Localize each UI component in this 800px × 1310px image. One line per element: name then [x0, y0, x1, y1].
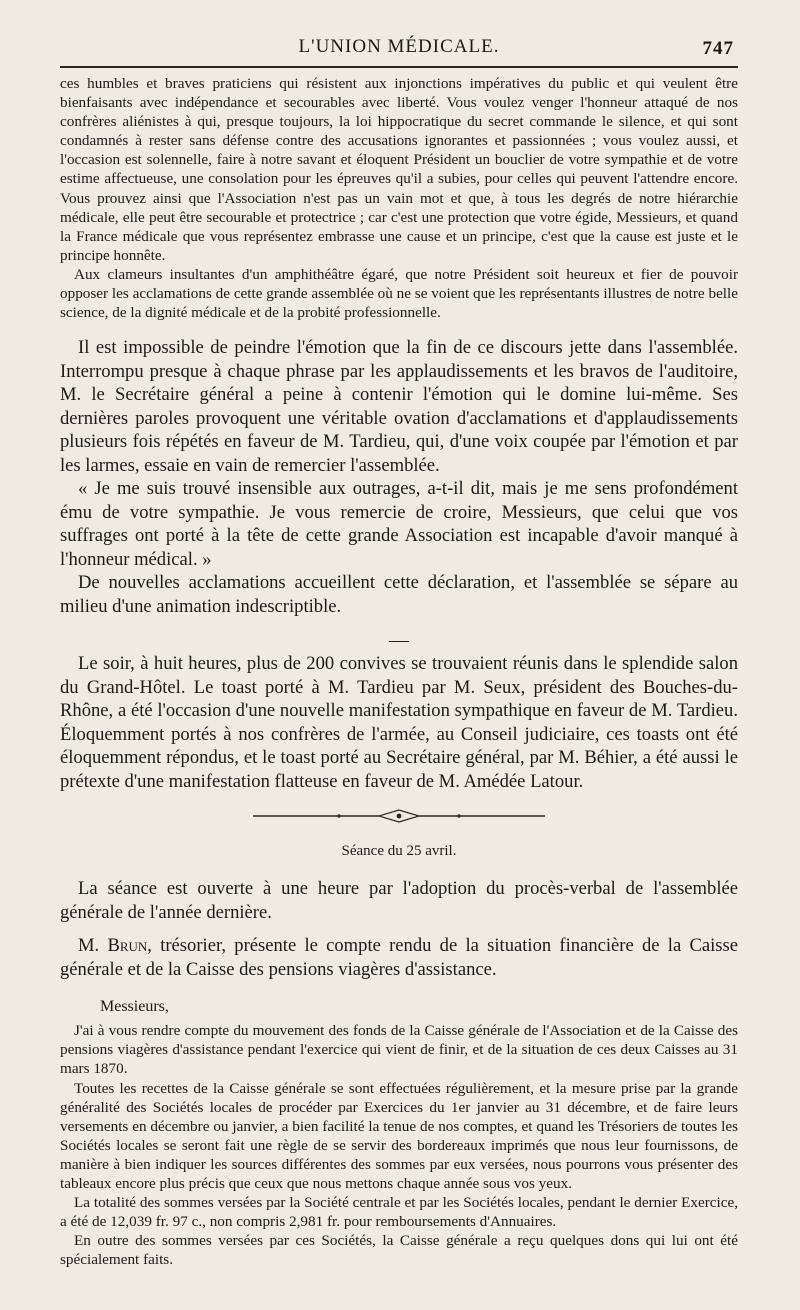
header-rule: [60, 66, 738, 68]
speech-paragraph: Aux clameurs insultantes d'un amphithéâtre égaré, que notre Président soit heureux et fier de pouvoir opposer les acclamations de cette grande assemblée où ne se voient que les représentants illustres de notre belle science, de la dignité médicale et de la probité professionnelle.: [60, 265, 738, 322]
ornamental-rule: [249, 809, 549, 823]
treasurer-name: Brun: [107, 935, 148, 957]
banquet-paragraph: Le soir, à huit heures, plus de 200 convives se trouvaient réunis dans le splendide salon du Grand-Hôtel. Le toast porté à M. Tardieu par M. Seux, président des Bouches-du-Rhône, a été l'occasion d'une nouvelle manifestation sympathique en faveur de M. Tardieu. Éloquemment portés à nos confrères de l'armée, au Conseil judiciaire, ces toasts ont été éloquemment répondus, et le toast porté au Secrétaire général, par M. Béhier, a été aussi le prétexte d'une manifestation flatteuse en faveur de M. Amédée Latour.: [60, 653, 738, 792]
quote-paragraph: « Je me suis trouvé insensible aux outrages, a-t-il dit, mais je me sens profondément ému de votre sympathie. Je vous remercie de croire, Messieurs, que celui que vos suffrages ont porté à la tête de cette grande Association est incapable d'avoir manqué à l'honneur médical. »: [60, 478, 738, 570]
journal-title: L'UNION MÉDICALE.: [298, 36, 500, 57]
opening-paragraph: La séance est ouverte à une heure par l'adoption du procès-verbal de l'assemblée générale de l'année dernière.: [60, 878, 738, 923]
session-heading: Séance du 25 avril.: [341, 843, 457, 860]
name-prefix: M.: [78, 935, 108, 957]
report-paragraph: En outre des sommes versées par ces Sociétés, la Caisse générale a reçu quelques dons qui lui ont été spécialement faits.: [60, 1232, 738, 1269]
section-separator: —: [389, 629, 409, 652]
speech-paragraph: ces humbles et braves praticiens qui résistent aux injonctions impératives du public et qui veulent être bienfaisants avec indépendance et secourables avec liberté. Vous voulez venger l'honneur attaqué de nos confrères aliénistes à qui, presque toujours, la loi hippocratique du secret commande le silence, et qui sont condamnés à rester sans défense contre des accusations ignorantes et passionnées ; vous voulez aussi, et l'occasion est solennelle, faire à notre savant et éloquent Président un bouclier de votre sympathie et de votre estime affectueuse, une consolation pour les épreuves qu'il a subies, pour celles qui peuvent l'attendre encore. Vous prouvez ainsi que l'Association n'est pas un vain mot et que, à tous les degrés de notre hiérarchie médicale, elle peut être secourable et protectrice ; car c'est une protection que votre égide, Messieurs, et quand la France médicale que vous représentez embrasse une cause et un principe, c'est que la cause est juste et le principe honnête.: [60, 75, 738, 264]
treasurer-paragraph: [60, 934, 738, 981]
narrative-paragraph: De nouvelles acclamations accueillent cette déclaration, et l'assemblée se sépare au milieu d'une animation indescriptible.: [60, 572, 738, 617]
narrative-paragraph: Il est impossible de peindre l'émotion que la fin de ce discours jette dans l'assemblée. Interrompu presque à chaque phrase par les applaudissements et les bravos de l'auditoire, M. le Secrétaire général a peine à contenir l'émotion qui le domine lui-même. Ses dernières paroles provoquent une véritable ovation d'acclamations et d'applaudissements plusieurs fois répétés en faveur de M. Tardieu, qui, d'une voix coupée par l'émotion et par les larmes, essaie en vain de remercier l'assemblée.: [60, 337, 738, 476]
page-number: 747: [702, 38, 734, 59]
running-header: [60, 30, 738, 66]
treasurer-text: , trésorier, présente le compte rendu de la situation financière de la Caisse générale et de la Caisse des pensions viagères d'assistance.: [60, 935, 738, 980]
report-paragraph: Toutes les recettes de la Caisse générale se sont effectuées régulièrement, et la mesure prise par la grande généralité des Sociétés locales de procéder par Exercices du 1er janvier au 31 décembre, et de faire leurs versements en décembre ou janvier, a bien facilité la tenue de nos comptes, et quand les Trésoriers de toutes les Sociétés locales se seront fait une règle de se servir des bordereaux imprimés que nous leur fournissons, de manière à bien indiquer les sources différentes des sommes par eux versées, nous pourrons vous présenter des tableaux encore plus précis que ceux que nous mettons chaque année sous vos yeux.: [60, 1079, 738, 1192]
report-paragraph: J'ai à vous rendre compte du mouvement des fonds de la Caisse générale de l'Association et de la Caisse des pensions viagères d'assistance pendant l'exercice qui vient de finir, et de la situation de ces deux Caisses au 31 mars 1870.: [60, 1022, 738, 1078]
salutation: Messieurs,: [100, 998, 169, 1016]
report-paragraph: La totalité des sommes versées par la Société centrale et par les Sociétés locales, pendant le dernier Exercice, a été de 12,039 fr. 97 c., non compris 2,981 fr. pour remboursements d'Annuaires.: [60, 1194, 738, 1231]
